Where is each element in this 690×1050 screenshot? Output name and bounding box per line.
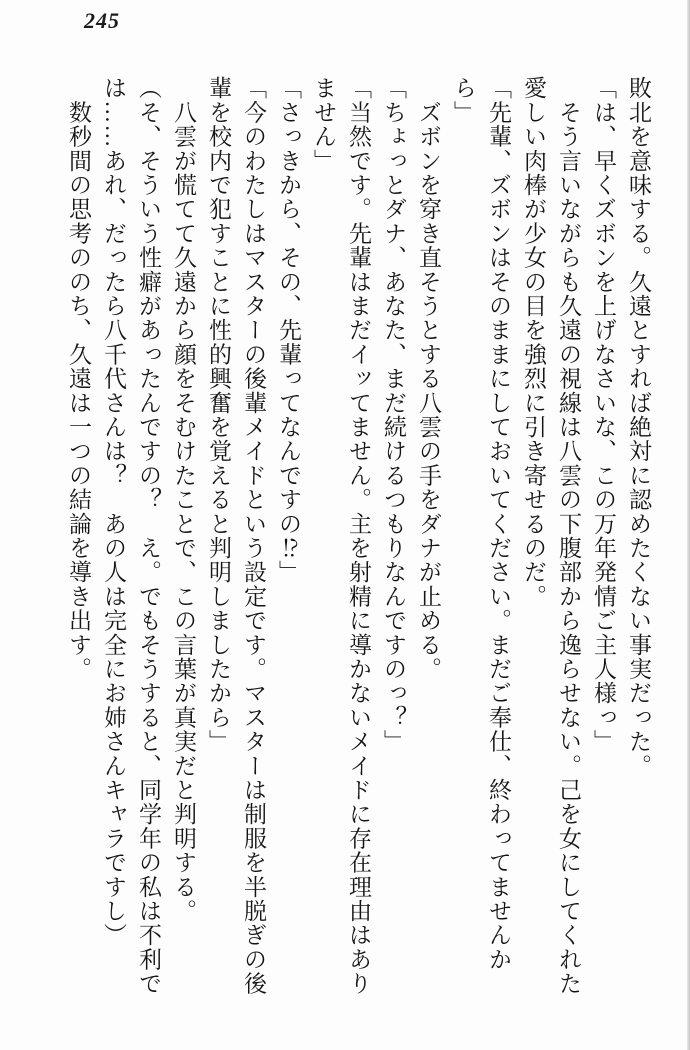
text-line-12: 「今のわたしはマスターの後輩メイドという設定です。マスターは制服を半脱ぎの後 — [241, 76, 266, 996]
text-line-8: 「ちょっとダナ、あなた、まだ続けるつもりなんですのっ？」 — [381, 76, 406, 754]
text-line-16: は……あれ、だったら八千代さんは？ あの人は完全にお姉さんキャラですし） — [101, 76, 126, 948]
text-line-10: ません」 — [311, 76, 336, 173]
text-line-13: 輩を校内で犯すことに性的興奮を覚えると判明しましたから」 — [206, 76, 231, 754]
text-line-3: そう言いながらも久遠の視線は八雲の下腹部から逸らせない。己を女にしてくれた — [556, 76, 581, 996]
text-line-15: （そ、そういう性癖があったんですの？ え。でもそうすると、同学年の私は不利で — [136, 76, 161, 996]
text-line-9: 「当然です。先輩はまだイッてません。主を射精に導かないメイドに存在理由はあり — [346, 76, 371, 996]
text-line-4: 愛しい肉棒が少女の目を強烈に引き寄せるのだ。 — [521, 76, 546, 609]
text-line-14: 八雲が慌てて久遠から顔をそむけたことで、この言葉が真実だと判明する。 — [171, 76, 196, 923]
text-line-6: ら」 — [451, 76, 476, 125]
page-number: 245 — [84, 8, 120, 33]
text-line-17: 数秒間の思考ののち、久遠は一つの結論を導き出す。 — [66, 76, 91, 681]
text-line-1: 敗北を意味する。久遠とすれば絶対に認めたくない事実だった。 — [626, 76, 651, 778]
text-line-2: 「は、早くズボンを上げなさいな、この万年発情ご主人様っ」 — [591, 76, 616, 754]
text-line-7: ズボンを穿き直そうとする八雲の手をダナが止める。 — [416, 76, 441, 681]
text-block — [61, 76, 656, 1031]
text-line-5: 「先輩、ズボンはそのままにしておいてください。まだご奉仕、終わってませんか — [486, 76, 511, 972]
text-line-11: 「さっきから、その、先輩ってなんですの⁉」 — [276, 76, 301, 585]
